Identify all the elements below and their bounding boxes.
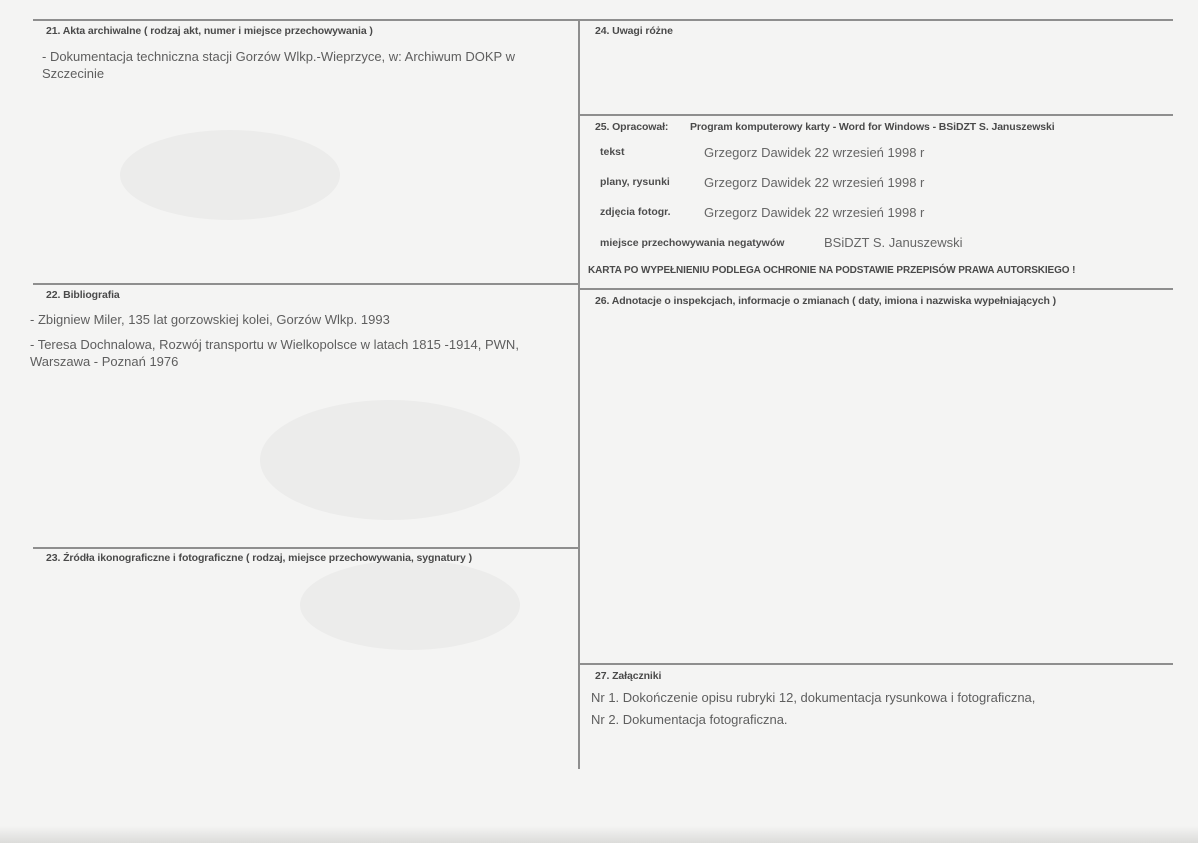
paper-stain — [120, 130, 340, 220]
author-row-label: plany, rysunki — [600, 176, 670, 188]
author-row-value: Grzegorz Dawidek 22 wrzesień 1998 r — [704, 175, 925, 190]
author-row-label: zdjęcia fotogr. — [600, 206, 671, 218]
section-27-heading: 27. Załączniki — [595, 670, 662, 682]
section-23-heading: 23. Źródła ikonograficzne i fotograficzne ( rodzaj, miejsce przechowywania, sygnatury ) — [46, 552, 472, 564]
author-row-value: Grzegorz Dawidek 22 wrzesień 1998 r — [704, 145, 925, 160]
section-25-heading-value: Program komputerowy karty - Word for Windows - BSiDZT S. Januszewski — [690, 121, 1055, 133]
page-bottom-edge — [0, 826, 1198, 843]
bibliography-item: - Teresa Dochnalowa, Rozwój transportu w Wielkopolsce w latach 1815 -1914, PWN, Warszawa - Poznań 1976 — [30, 337, 519, 369]
section-26-heading: 26. Adnotacje o inspekcjach, informacje o zmianach ( daty, imiona i nazwiska wypełniających ) — [595, 295, 1057, 307]
paper-stain — [260, 400, 520, 520]
author-row-label: tekst — [600, 146, 625, 158]
attachment-item: Nr 1. Dokończenie opisu rubryki 12, dokumentacja rysunkowa i fotograficzna, — [591, 690, 1036, 705]
section-21-heading: 21. Akta archiwalne ( rodzaj akt, numer i miejsce przechowywania ) — [46, 25, 373, 37]
paper-stain — [300, 560, 520, 650]
divider-24-25 — [580, 114, 1173, 116]
divider-21-22 — [33, 283, 580, 285]
section-22-heading: 22. Bibliografia — [46, 289, 120, 301]
center-divider — [578, 19, 580, 769]
author-row-value: Grzegorz Dawidek 22 wrzesień 1998 r — [704, 205, 925, 220]
negatives-label: miejsce przechowywania negatywów — [600, 237, 785, 249]
bibliography-item: - Zbigniew Miler, 135 lat gorzowskiej kolei, Gorzów Wlkp. 1993 — [30, 312, 390, 327]
divider-22-23 — [33, 547, 580, 549]
negatives-value: BSiDZT S. Januszewski — [824, 235, 963, 250]
copyright-notice: KARTA PO WYPEŁNIENIU PODLEGA OCHRONIE NA PODSTAWIE PRZEPISÓW PRAWA AUTORSKIEGO ! — [588, 265, 1076, 276]
attachment-item: Nr 2. Dokumentacja fotograficzna. — [591, 712, 788, 727]
section-21-text: - Dokumentacja techniczna stacji Gorzów Wlkp.-Wieprzyce, w: Archiwum DOKP w Szczecinie — [42, 49, 515, 81]
section-25-heading-label: 25. Opracował: — [595, 121, 669, 133]
divider-26-27 — [580, 663, 1173, 665]
divider-25-26 — [580, 288, 1173, 290]
section-24-heading: 24. Uwagi różne — [595, 25, 673, 37]
top-border — [33, 19, 1173, 21]
